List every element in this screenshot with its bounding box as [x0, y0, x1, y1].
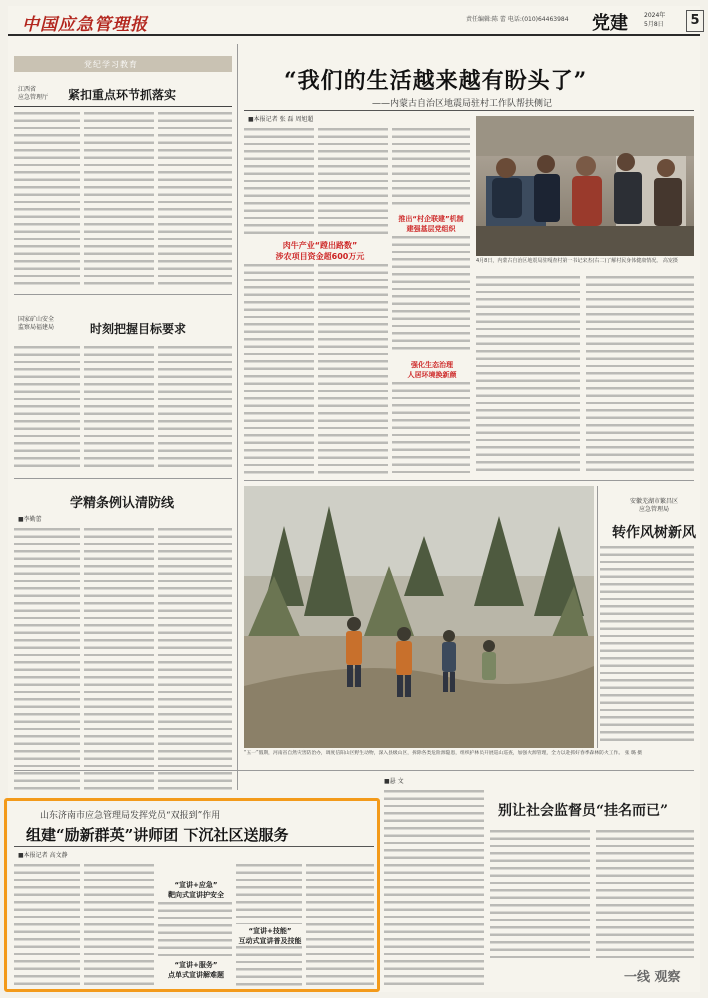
article-body — [236, 946, 302, 988]
article-body — [490, 830, 590, 960]
article-body — [14, 528, 80, 790]
article-body — [14, 346, 80, 472]
article-body — [14, 112, 80, 288]
article-body — [586, 276, 694, 474]
article-body — [158, 902, 232, 958]
article-body — [158, 528, 232, 790]
newspaper-logo: 中国应急管理报 — [22, 15, 148, 35]
article-body — [244, 128, 314, 238]
photo-caption: “五一”假期，河南省自然灾害防治办，调度信阳山区野生动物，深入县级山区，拆除各类危险源隐患，组织护林员开展巡山巡查，加强火源管理，全力以赴抓好春季森林防火工作。 张 璐 摄 — [244, 751, 643, 756]
article-body — [84, 112, 154, 288]
forest-patrol-photo — [244, 486, 594, 748]
column-banner: 党纪学习教育 — [14, 56, 232, 72]
article-body — [596, 830, 694, 960]
subheading: “宣讲+应急” 靶向式宣讲护安全 — [168, 881, 224, 899]
article-body — [158, 112, 232, 288]
feature-headline: “我们的生活越来越有盼头了” — [284, 68, 588, 94]
article-body — [14, 864, 80, 988]
author-org: 安徽芜湖市繁昌区 应急管理局 — [629, 498, 678, 513]
subheading: 肉牛产业“蹚出路数” 涉农项目资金超600万元 — [275, 241, 365, 261]
byline: ■李勤蕾 — [18, 516, 42, 523]
article-headline: 组建“励新群英”讲师团 下沉社区送服务 — [26, 826, 289, 844]
article-kicker: 山东济南市应急管理局发挥党员“双报到”作用 — [40, 811, 221, 821]
article-body — [392, 128, 470, 208]
date: 2024年 5月8日 — [644, 12, 666, 28]
article-headline: 转作风树新风 — [612, 525, 696, 541]
masthead — [8, 6, 700, 36]
article-body — [236, 864, 302, 924]
byline: ■悬 文 — [384, 778, 404, 785]
author-org: 江西省 应急管理厅 — [18, 86, 49, 101]
article-body — [384, 790, 484, 986]
article-body — [84, 528, 154, 790]
subheading: 推出“村企联建”机制 建强基层党组织 — [398, 215, 464, 233]
photo-caption: 4月8日，内蒙古自治区地震局驻嘎查村第一书记宋杰(右二)了解村民身体健康情况。 高宠摄 — [476, 258, 678, 264]
feature-photo — [476, 116, 694, 256]
watermark: 一线 观察 — [624, 970, 681, 985]
article-body — [158, 346, 232, 472]
article-body — [244, 264, 314, 474]
article-body — [476, 276, 580, 474]
article-body — [392, 236, 470, 354]
article-body — [318, 128, 388, 238]
subheading: “宣讲+技能” 互动式宣讲普及技能 — [238, 927, 302, 945]
edition-info: 责任编辑:陈 蕾 电话:(010)64463984 — [466, 16, 569, 23]
byline: ■本报记者 张 磊 周旭超 — [248, 116, 314, 123]
page-number: 5 — [686, 10, 704, 32]
article-headline: 紧扣重点环节抓落实 — [68, 88, 177, 102]
article-body — [84, 864, 154, 988]
section-title: 党建 — [592, 13, 628, 34]
article-body — [84, 346, 154, 472]
article-body — [392, 382, 470, 474]
author-org: 国家矿山安全 监察局福建局 — [18, 316, 55, 331]
feature-subheadline: ——内蒙古自治区地震局驻村工作队帮扶侧记 — [372, 99, 553, 109]
article-body — [306, 864, 374, 988]
article-headline: 学精条例认清防线 — [70, 496, 175, 511]
subheading: 强化生态治理 人居环境换新颜 — [407, 361, 457, 379]
article-headline: 别让社会监督员“挂名而已” — [498, 803, 669, 819]
subheading: “宣讲+服务” 点单式宣讲解难题 — [168, 961, 224, 979]
byline: ■本报记者 高文静 — [18, 852, 68, 859]
article-body — [318, 264, 388, 474]
article-headline: 时刻把握目标要求 — [90, 322, 187, 336]
article-body — [600, 546, 694, 746]
